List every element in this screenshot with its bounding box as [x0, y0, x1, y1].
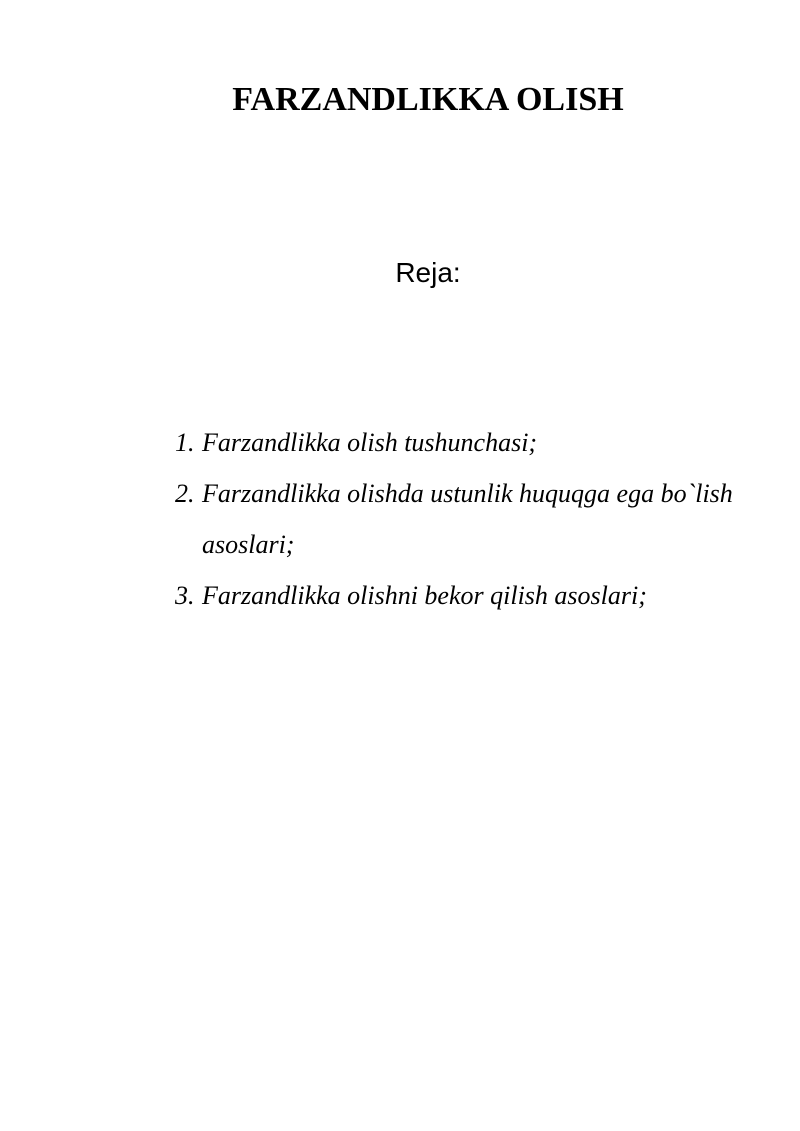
plan-item-text: Farzandlikka olishda ustunlik huquqga ega bo`lish asoslari;	[202, 479, 733, 559]
plan-item-2	[175, 468, 735, 570]
plan-item-3	[175, 570, 735, 621]
plan-item-number: 1.	[175, 428, 195, 457]
plan-item-number: 2.	[175, 479, 195, 508]
plan-item-number: 3.	[175, 581, 195, 610]
plan-item-text: Farzandlikka olish tushunchasi;	[202, 428, 538, 457]
plan-list	[175, 417, 735, 621]
document-title: FARZANDLIKKA OLISH	[232, 81, 624, 118]
plan-item-text: Farzandlikka olishni bekor qilish asoslari;	[202, 581, 647, 610]
plan-item-1	[175, 417, 735, 468]
plan-heading: Reja:	[395, 257, 461, 288]
